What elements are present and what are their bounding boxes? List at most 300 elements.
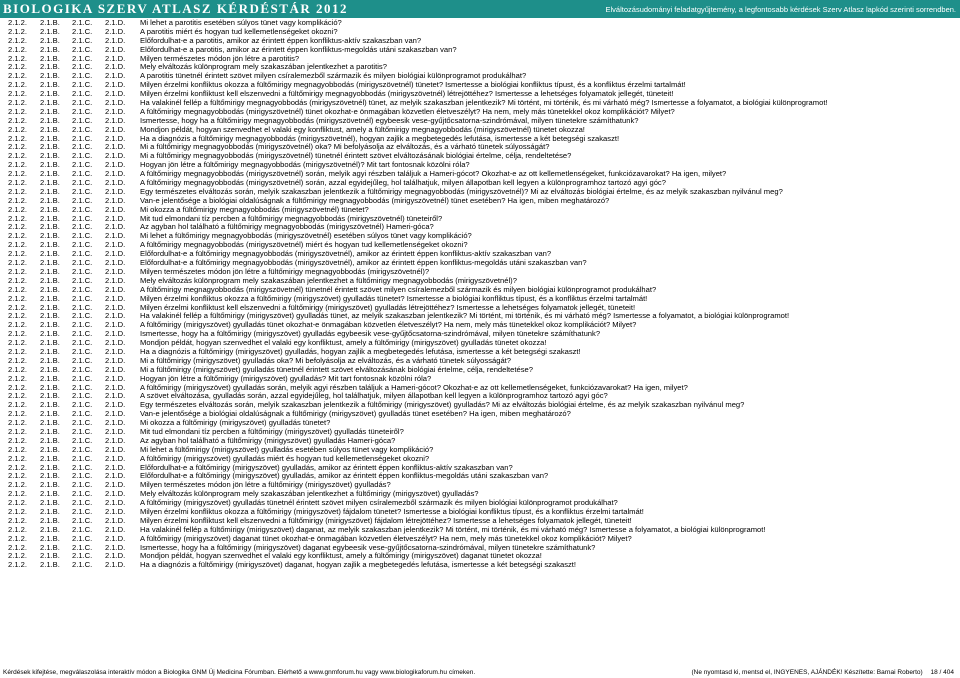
question-row [8, 63, 958, 72]
code-level-3: 2.1.C. [72, 311, 93, 321]
code-level-1: 2.1.2. [8, 195, 27, 205]
code-level-4: 2.1.D. [105, 355, 126, 365]
code-level-2: 2.1.B. [40, 80, 60, 90]
question-text: Mondjon példát, hogyan szenvedhet el valaki egy konfliktust, amely a fültőmirigy (mirigyszövet) daganat tünetet okozza! [140, 552, 542, 561]
code-level-3: 2.1.C. [72, 80, 93, 90]
code-level-2: 2.1.B. [40, 453, 60, 463]
question-text: A fültőmirigy (mirigyszövet) daganat tünet okozhat-e önmagában közvetlen életveszélyt? Ha nem, mely más tünetekkel okoz komplikációt? Milyet? [140, 534, 632, 543]
question-text: Milyen természetes módon jön létre a fültőmirigy megnagyobbodás (mirigyszövetnél)? [140, 267, 430, 276]
code-level-3: 2.1.C. [72, 524, 93, 534]
question-row [8, 99, 958, 108]
code-level-2: 2.1.B. [40, 400, 60, 410]
code-level-2: 2.1.B. [40, 515, 60, 525]
question-text: Ismertesse, hogy ha a fültőmirigy (mirigyszövet) gyulladás egybeesik vese-gyűjtőcsatorna-szindrómával, milyen tünetekre számíthatunk? [140, 330, 601, 339]
question-text: Előfordulhat-e a fültőmirigy megnagyobbodás (mirigyszövetnél), amikor az érintett éppen konfliktus-aktív szakaszban van? [140, 250, 552, 259]
code-level-2: 2.1.B. [40, 213, 60, 223]
code-level-2: 2.1.B. [40, 480, 60, 490]
code-level-4: 2.1.D. [105, 115, 126, 125]
code-level-3: 2.1.C. [72, 506, 93, 516]
code-level-2: 2.1.B. [40, 275, 60, 285]
code-level-2: 2.1.B. [40, 106, 60, 116]
code-level-1: 2.1.2. [8, 160, 27, 170]
code-level-1: 2.1.2. [8, 186, 27, 196]
question-row [8, 428, 958, 437]
question-text: Előfordulhat-e a fültőmirigy (mirigyszövet) gyulladás, amikor az érintett éppen konfliktus-megoldás utáni szakaszban van? [140, 472, 549, 481]
code-level-2: 2.1.B. [40, 346, 60, 356]
code-level-4: 2.1.D. [105, 400, 126, 410]
code-level-2: 2.1.B. [40, 435, 60, 445]
code-level-1: 2.1.2. [8, 240, 27, 250]
page-number: 18 / 404 [930, 669, 954, 676]
question-text: Mondjon példát, hogyan szenvedhet el valaki egy konfliktust, amely a fültőmirigy (mirigyszövet) gyulladás tünetet okozza! [140, 339, 547, 348]
question-row [8, 143, 958, 152]
question-text: A fültőmirigy megnagyobbodás (mirigyszövetnél) során, azzal egyidejűleg, hol találhatjuk, milyen állapotban kell legyen a különprogramhoz tartozó agyi góc? [140, 179, 666, 188]
question-text: A fültőmirigy (mirigyszövet) gyulladás tünetnél érintett szövet milyen csíralemezből származik és milyen biológiai különprogramot produkálhat? [140, 499, 618, 508]
code-level-1: 2.1.2. [8, 418, 27, 428]
code-level-4: 2.1.D. [105, 53, 126, 63]
code-level-4: 2.1.D. [105, 18, 126, 27]
question-text: Ha a diagnózis a fültőmirigy (mirigyszövet) gyulladás, hogyan zajlik a megbetegedés lefutása, ismertesse a két betegségi szakaszt! [140, 347, 581, 356]
code-level-3: 2.1.C. [72, 151, 93, 161]
code-level-1: 2.1.2. [8, 169, 27, 179]
code-level-1: 2.1.2. [8, 275, 27, 285]
code-level-3: 2.1.C. [72, 249, 93, 259]
code-level-4: 2.1.D. [105, 124, 126, 134]
code-level-4: 2.1.D. [105, 178, 126, 188]
question-row [8, 206, 958, 215]
question-row [8, 464, 958, 473]
code-level-1: 2.1.2. [8, 311, 27, 321]
code-level-3: 2.1.C. [72, 444, 93, 454]
question-row [8, 339, 958, 348]
question-text: Mely elváltozás különprogram mely szakaszában jelentkezhet a fültőmirigy (mirigyszövet) gyulladás? [140, 490, 479, 499]
code-level-4: 2.1.D. [105, 515, 126, 525]
code-level-2: 2.1.B. [40, 560, 60, 570]
code-level-1: 2.1.2. [8, 258, 27, 268]
question-text: A parotitis miért és hogyan tud kellemetlenségeket okozni? [140, 27, 338, 36]
code-level-3: 2.1.C. [72, 391, 93, 401]
question-row [8, 312, 958, 321]
code-level-3: 2.1.C. [72, 355, 93, 365]
question-text: Az agyban hol található a fültőmirigy (mirigyszövet) gyulladás Hameri-góca? [140, 436, 396, 445]
code-level-4: 2.1.D. [105, 382, 126, 392]
code-level-4: 2.1.D. [105, 524, 126, 534]
code-level-4: 2.1.D. [105, 551, 126, 561]
code-level-2: 2.1.B. [40, 26, 60, 36]
question-row [8, 37, 958, 46]
code-level-3: 2.1.C. [72, 222, 93, 232]
code-level-2: 2.1.B. [40, 444, 60, 454]
code-level-1: 2.1.2. [8, 62, 27, 72]
question-row [8, 81, 958, 90]
code-level-4: 2.1.D. [105, 444, 126, 454]
code-level-4: 2.1.D. [105, 506, 126, 516]
code-level-1: 2.1.2. [8, 364, 27, 374]
code-level-2: 2.1.B. [40, 284, 60, 294]
question-text: Milyen érzelmi konfliktus okozza a fültőmirigy (mirigyszövet) gyulladás tünetet? Ismertesse a biológiai konfliktus típust, és a konfliktus érzelmi tartalmát! [140, 294, 648, 303]
question-row [8, 419, 958, 428]
question-list [8, 19, 958, 570]
code-level-1: 2.1.2. [8, 524, 27, 534]
code-level-4: 2.1.D. [105, 133, 126, 143]
code-level-4: 2.1.D. [105, 498, 126, 508]
code-level-4: 2.1.D. [105, 266, 126, 276]
code-level-2: 2.1.B. [40, 329, 60, 339]
code-level-1: 2.1.2. [8, 124, 27, 134]
code-level-2: 2.1.B. [40, 293, 60, 303]
code-level-4: 2.1.D. [105, 480, 126, 490]
code-level-4: 2.1.D. [105, 409, 126, 419]
code-level-4: 2.1.D. [105, 258, 126, 268]
question-row [8, 481, 958, 490]
question-row [8, 19, 958, 28]
question-text: Van-e jelentősége a biológiai oldalúságnak a fültőmirigy megnagyobbodás (mirigyszövetnél) tünet esetében? Ha igen, miben meghatározó? [140, 196, 610, 205]
question-row [8, 286, 958, 295]
question-row [8, 170, 958, 179]
code-level-4: 2.1.D. [105, 284, 126, 294]
question-text: Ismertesse, hogy ha a fültőmirigy (mirigyszövet) daganat egybeesik vese-gyűjtőcsatorna-szindrómával, milyen tünetekre számíthatunk? [140, 543, 596, 552]
code-level-2: 2.1.B. [40, 418, 60, 428]
question-text: A fültőmirigy (mirigyszövet) gyulladás során, melyik agyi részben találjuk a Hameri-gócot? Okozhat-e az ott kellemetlenségeket, funkciózavarokat? Ha igen, milyet? [140, 383, 688, 392]
code-level-3: 2.1.C. [72, 53, 93, 63]
code-level-4: 2.1.D. [105, 329, 126, 339]
question-text: Előfordulhat-e a parotitis, amikor az érintett éppen konfliktus-aktív szakaszban van? [140, 36, 422, 45]
code-level-3: 2.1.C. [72, 400, 93, 410]
question-text: Milyen érzelmi konfliktust kell elszenvedni a fültőmirigy megnagyobbodás (mirigyszövetnél) létrejöttéhez? Ismertesse a lehetséges folyamatok jellegét, tüneteit! [140, 90, 674, 99]
code-level-1: 2.1.2. [8, 18, 27, 27]
question-text: Ha valakinél fellép a fültőmirigy megnagyobbodás (mirigyszövetnél) tünet, az melyik szakaszban jelentkezik? Mi történt, mi történik, és mi várható még? Ismertesse a folyamatot, a biológiai különprogramot! [140, 99, 828, 108]
code-level-1: 2.1.2. [8, 115, 27, 125]
code-level-2: 2.1.B. [40, 364, 60, 374]
code-level-4: 2.1.D. [105, 338, 126, 348]
question-text: Mi lehet a fültőmirigy megnagyobbodás (mirigyszövetnél) esetében súlyos tünet vagy komplikáció? [140, 232, 472, 241]
code-level-1: 2.1.2. [8, 506, 27, 516]
code-level-3: 2.1.C. [72, 426, 93, 436]
question-row [8, 152, 958, 161]
code-level-4: 2.1.D. [105, 186, 126, 196]
code-level-4: 2.1.D. [105, 542, 126, 552]
code-level-4: 2.1.D. [105, 195, 126, 205]
code-level-4: 2.1.D. [105, 560, 126, 570]
code-level-1: 2.1.2. [8, 533, 27, 543]
code-level-3: 2.1.C. [72, 89, 93, 99]
code-level-3: 2.1.C. [72, 62, 93, 72]
code-level-1: 2.1.2. [8, 98, 27, 108]
question-text: Előfordulhat-e a fültőmirigy (mirigyszövet) gyulladás, amikor az érintett éppen konfliktus-aktív szakaszban van? [140, 463, 513, 472]
code-level-4: 2.1.D. [105, 80, 126, 90]
page-header [0, 0, 960, 18]
code-level-2: 2.1.B. [40, 160, 60, 170]
code-level-1: 2.1.2. [8, 35, 27, 45]
code-level-1: 2.1.2. [8, 284, 27, 294]
question-row [8, 117, 958, 126]
question-row [8, 295, 958, 304]
question-row [8, 72, 958, 81]
question-text: Mondjon példát, hogyan szenvedhet el valaki egy konfliktust, amely a fültőmirigy megnagyobbodás (mirigyszövetnél) tünetet okozza! [140, 125, 585, 134]
code-level-3: 2.1.C. [72, 160, 93, 170]
code-level-2: 2.1.B. [40, 53, 60, 63]
question-text: A fültőmirigy megnagyobbodás (mirigyszövetnél) miért és hogyan tud kellemetlenségeket okozni? [140, 241, 468, 250]
code-level-2: 2.1.B. [40, 186, 60, 196]
code-level-4: 2.1.D. [105, 373, 126, 383]
code-level-1: 2.1.2. [8, 498, 27, 508]
question-text: Hogyan jön létre a fültőmirigy (mirigyszövet) gyulladás? Mit tart fontosnak közölni róla? [140, 374, 432, 383]
code-level-1: 2.1.2. [8, 89, 27, 99]
code-level-1: 2.1.2. [8, 151, 27, 161]
code-level-2: 2.1.B. [40, 498, 60, 508]
code-level-1: 2.1.2. [8, 382, 27, 392]
question-row [8, 126, 958, 135]
code-level-2: 2.1.B. [40, 151, 60, 161]
question-text: Mi lehet a fültőmirigy (mirigyszövet) gyulladás esetében súlyos tünet vagy komplikáció? [140, 445, 434, 454]
code-level-3: 2.1.C. [72, 213, 93, 223]
question-row [8, 179, 958, 188]
question-text: A fültőmirigy (mirigyszövet) gyulladás tünet okozhat-e önmagában közvetlen életveszélyt? Ha nem, mely más tünetekkel okoz komplikációt? Milyet? [140, 321, 637, 330]
code-level-1: 2.1.2. [8, 355, 27, 365]
question-text: Van-e jelentősége a biológiai oldalúságnak a fültőmirigy (mirigyszövet) gyulladás tünet esetében? Ha igen, miben meghatározó? [140, 410, 571, 419]
question-text: Ha valakinél fellép a fültőmirigy (mirigyszövet) gyulladás tünet, az melyik szakaszban jelentkezik? Mi történt, mi történik, és mi várható még? Ismertesse a folyamatot, a biológiai különprogramot! [140, 312, 790, 321]
code-level-1: 2.1.2. [8, 480, 27, 490]
question-row [8, 410, 958, 419]
question-text: Mely elváltozás különprogram mely szakaszában jelentkezhet a parotitis? [140, 63, 387, 72]
code-level-3: 2.1.C. [72, 98, 93, 108]
code-level-2: 2.1.B. [40, 195, 60, 205]
code-level-1: 2.1.2. [8, 222, 27, 232]
question-row [8, 215, 958, 224]
question-text: Milyen természetes módon jön létre a fültőmirigy (mirigyszövet) gyulladás? [140, 481, 391, 490]
question-row [8, 508, 958, 517]
question-text: Egy természetes elváltozás során, melyik szakaszban jelentkezik a fültőmirigy (mirigyszövet) gyulladás? Mi az elváltozás biológiai értelme, és az melyik szakaszban nyilvánul meg? [140, 401, 745, 410]
code-level-2: 2.1.B. [40, 98, 60, 108]
question-text: Mit tud elmondani tíz percben a fültőmirigy (mirigyszövet) gyulladás tüneteiről? [140, 427, 404, 436]
code-level-2: 2.1.B. [40, 266, 60, 276]
code-level-1: 2.1.2. [8, 435, 27, 445]
code-level-2: 2.1.B. [40, 169, 60, 179]
code-level-3: 2.1.C. [72, 195, 93, 205]
question-row [8, 472, 958, 481]
code-level-2: 2.1.B. [40, 124, 60, 134]
code-level-3: 2.1.C. [72, 489, 93, 499]
code-level-4: 2.1.D. [105, 320, 126, 330]
code-level-3: 2.1.C. [72, 515, 93, 525]
footer-right [685, 668, 954, 678]
code-level-1: 2.1.2. [8, 373, 27, 383]
code-level-3: 2.1.C. [72, 382, 93, 392]
question-text: Milyen érzelmi konfliktust kell elszenvedni a fültőmirigy (mirigyszövet) fájdalom létrejöttéhez? Ismertesse a lehetséges folyamatok jellegét, tüneteit! [140, 516, 632, 525]
code-level-3: 2.1.C. [72, 471, 93, 481]
question-row [8, 499, 958, 508]
question-text: A parotitis tünetnél érintett szövet milyen csíralemezből származik és milyen biológiai különprogramot produkálhat? [140, 72, 527, 81]
question-text: Ha a diagnózis a fültőmirigy (mirigyszövet) daganat, hogyan zajlik a megbetegedés lefutása, ismertesse a két betegségi szakaszt! [140, 561, 577, 570]
question-text: A fültőmirigy megnagyobbodás (mirigyszövetnél) során, melyik agyi részben találjuk a Hameri-gócot? Okozhat-e az ott kellemetlenségeket, funkciózavarokat? Ha igen, milyet? [140, 170, 727, 179]
question-text: Előfordulhat-e a fültőmirigy megnagyobbodás (mirigyszövetnél), amikor az érintett éppen konfliktus-megoldás utáni szakaszban van? [140, 259, 587, 268]
code-level-2: 2.1.B. [40, 133, 60, 143]
question-text: A fültőmirigy (mirigyszövet) gyulladás miért és hogyan tud kellemetlenségeket okozni? [140, 454, 430, 463]
code-level-1: 2.1.2. [8, 231, 27, 241]
code-level-1: 2.1.2. [8, 346, 27, 356]
question-row [8, 330, 958, 339]
code-level-2: 2.1.B. [40, 44, 60, 54]
code-level-4: 2.1.D. [105, 346, 126, 356]
footer-author-note: (Ne nyomtasd ki, mentsd el, INGYENES, AJÁNDÉK! Készítette: Barnai Roberto) [691, 669, 923, 676]
question-row [8, 375, 958, 384]
code-level-3: 2.1.C. [72, 409, 93, 419]
question-row [8, 90, 958, 99]
question-text: Mi a fültőmirigy megnagyobbodás (mirigyszövetnél) tünetnél érintett szövet elváltozásának biológiai értelme, célja, rendeltetése? [140, 152, 572, 161]
question-row [8, 161, 958, 170]
code-level-4: 2.1.D. [105, 418, 126, 428]
question-row [8, 357, 958, 366]
document-title: BIOLOGIKA SZERV ATLASZ KÉRDÉSTÁR 2012 [3, 1, 348, 16]
code-level-3: 2.1.C. [72, 186, 93, 196]
code-level-3: 2.1.C. [72, 169, 93, 179]
question-row [8, 197, 958, 206]
question-text: Mit tud elmondani tíz percben a fültőmirigy megnagyobbodás (mirigyszövetnél) tüneteiről? [140, 214, 443, 223]
code-level-4: 2.1.D. [105, 169, 126, 179]
code-level-2: 2.1.B. [40, 240, 60, 250]
question-row [8, 526, 958, 535]
question-row [8, 348, 958, 357]
code-level-1: 2.1.2. [8, 204, 27, 214]
question-row [8, 250, 958, 259]
question-text: Előfordulhat-e a parotitis, amikor az érintett éppen konfliktus-megoldás utáni szakaszban van? [140, 45, 457, 54]
code-level-1: 2.1.2. [8, 320, 27, 330]
code-level-2: 2.1.B. [40, 409, 60, 419]
code-level-3: 2.1.C. [72, 533, 93, 543]
question-row [8, 321, 958, 330]
code-level-4: 2.1.D. [105, 435, 126, 445]
code-level-2: 2.1.B. [40, 471, 60, 481]
code-level-1: 2.1.2. [8, 53, 27, 63]
code-level-2: 2.1.B. [40, 71, 60, 81]
code-level-3: 2.1.C. [72, 266, 93, 276]
question-text: Mi a fültőmirigy (mirigyszövet) gyulladás tünetnél érintett szövet elváltozásának biológiai értelme, célja, rendeltetése? [140, 365, 533, 374]
code-level-2: 2.1.B. [40, 355, 60, 365]
question-text: Ismertesse, hogy ha a fültőmirigy megnagyobbodás (mirigyszövetnél) egybeesik vese-gyűjtőcsatorna-szindrómával, milyen tünetekre számíthatunk? [140, 116, 639, 125]
code-level-1: 2.1.2. [8, 133, 27, 143]
question-text: Mi a fültőmirigy megnagyobbodás (mirigyszövetnél) oka? Mi befolyásolja az elváltozás, és a várható tünetek súlyosságát? [140, 143, 550, 152]
code-level-1: 2.1.2. [8, 426, 27, 436]
question-text: Hogyan jön létre a fültőmirigy megnagyobbodás (mirigyszövetnél)? Mit tart fontosnak közölni róla? [140, 161, 470, 170]
code-level-4: 2.1.D. [105, 489, 126, 499]
code-level-4: 2.1.D. [105, 151, 126, 161]
question-text: Ha a diagnózis a fültőmirigy megnagyobbodás (mirigyszövetnél), hogyan zajlik a megbetegedés lefutása, ismertesse a két betegségi szakaszt! [140, 134, 620, 143]
question-row [8, 259, 958, 268]
code-level-4: 2.1.D. [105, 471, 126, 481]
code-level-4: 2.1.D. [105, 364, 126, 374]
code-level-4: 2.1.D. [105, 462, 126, 472]
code-level-1: 2.1.2. [8, 453, 27, 463]
code-level-3: 2.1.C. [72, 142, 93, 152]
code-level-4: 2.1.D. [105, 213, 126, 223]
code-level-3: 2.1.C. [72, 71, 93, 81]
code-level-1: 2.1.2. [8, 178, 27, 188]
code-level-3: 2.1.C. [72, 204, 93, 214]
code-level-2: 2.1.B. [40, 382, 60, 392]
question-text: Milyen természetes módon jön létre a parotitis? [140, 54, 300, 63]
question-text: Mi okozza a fültőmirigy (mirigyszövet) gyulladás tünetet? [140, 419, 331, 428]
code-level-1: 2.1.2. [8, 26, 27, 36]
code-level-4: 2.1.D. [105, 293, 126, 303]
question-row [8, 28, 958, 37]
code-level-4: 2.1.D. [105, 222, 126, 232]
code-level-4: 2.1.D. [105, 275, 126, 285]
code-level-2: 2.1.B. [40, 373, 60, 383]
code-level-1: 2.1.2. [8, 44, 27, 54]
question-row [8, 437, 958, 446]
code-level-3: 2.1.C. [72, 338, 93, 348]
question-row [8, 455, 958, 464]
question-text: Mely elváltozás különprogram mely szakaszában jelentkezhet a fültőmirigy megnagyobbodás (mirigyszövetnél)? [140, 276, 517, 285]
code-level-3: 2.1.C. [72, 35, 93, 45]
question-row [8, 55, 958, 64]
code-level-3: 2.1.C. [72, 560, 93, 570]
question-row [8, 490, 958, 499]
code-level-3: 2.1.C. [72, 231, 93, 241]
code-level-1: 2.1.2. [8, 338, 27, 348]
code-level-1: 2.1.2. [8, 409, 27, 419]
code-level-4: 2.1.D. [105, 26, 126, 36]
question-text: Az agyban hol található a fültőmirigy megnagyobbodás (mirigyszövetnél) Hameri-góca? [140, 223, 434, 232]
code-level-1: 2.1.2. [8, 400, 27, 410]
question-text: Egy természetes elváltozás során, melyik szakaszban jelentkezik a fültőmirigy megnagyobbodás (mirigyszövetnél)? Mi az elváltozás biológiai értelme, és az melyik szakaszban nyilvánul meg? [140, 187, 783, 196]
question-row [8, 135, 958, 144]
code-level-2: 2.1.B. [40, 311, 60, 321]
question-text: Ha valakinél fellép a fültőmirigy (mirigyszövet) daganat, az melyik szakaszban jelentkezik? Mi történt, mi történik, és mi várható még? Ismertesse a folyamatot, a biológiai különprogramot! [140, 525, 766, 534]
question-row [8, 108, 958, 117]
code-level-3: 2.1.C. [72, 480, 93, 490]
code-level-2: 2.1.B. [40, 35, 60, 45]
code-level-1: 2.1.2. [8, 80, 27, 90]
document-subtitle: Elváltozásudományi feladatgyűjtemény, a legfontosabb kérdések Szerv Atlasz lapkód szerinti sorrendben. [605, 4, 956, 14]
code-level-2: 2.1.B. [40, 222, 60, 232]
question-row [8, 552, 958, 561]
question-text: Mi okozza a fültőmirigy megnagyobbodás (mirigyszövetnél) tünetet? [140, 205, 369, 214]
code-level-3: 2.1.C. [72, 453, 93, 463]
question-row [8, 446, 958, 455]
code-level-1: 2.1.2. [8, 293, 27, 303]
code-level-1: 2.1.2. [8, 106, 27, 116]
question-row [8, 561, 958, 570]
code-level-2: 2.1.B. [40, 142, 60, 152]
question-text: Mi a fültőmirigy (mirigyszövet) gyulladás oka? Mi befolyásolja az elváltozás, és a várható tünetek súlyosságát? [140, 356, 511, 365]
code-level-4: 2.1.D. [105, 98, 126, 108]
code-level-2: 2.1.B. [40, 178, 60, 188]
code-level-3: 2.1.C. [72, 275, 93, 285]
question-row [8, 517, 958, 526]
code-level-3: 2.1.C. [72, 26, 93, 36]
code-level-3: 2.1.C. [72, 346, 93, 356]
code-level-2: 2.1.B. [40, 533, 60, 543]
code-level-1: 2.1.2. [8, 444, 27, 454]
code-level-4: 2.1.D. [105, 106, 126, 116]
code-level-3: 2.1.C. [72, 258, 93, 268]
code-level-4: 2.1.D. [105, 533, 126, 543]
code-level-3: 2.1.C. [72, 462, 93, 472]
question-text: Mi lehet a parotitis esetében súlyos tünet vagy komplikáció? [140, 19, 342, 27]
question-row [8, 188, 958, 197]
code-level-3: 2.1.C. [72, 329, 93, 339]
question-row [8, 401, 958, 410]
code-level-2: 2.1.B. [40, 391, 60, 401]
code-level-1: 2.1.2. [8, 515, 27, 525]
question-row [8, 268, 958, 277]
code-level-4: 2.1.D. [105, 302, 126, 312]
code-level-3: 2.1.C. [72, 178, 93, 188]
question-row [8, 535, 958, 544]
code-level-1: 2.1.2. [8, 213, 27, 223]
code-level-3: 2.1.C. [72, 44, 93, 54]
